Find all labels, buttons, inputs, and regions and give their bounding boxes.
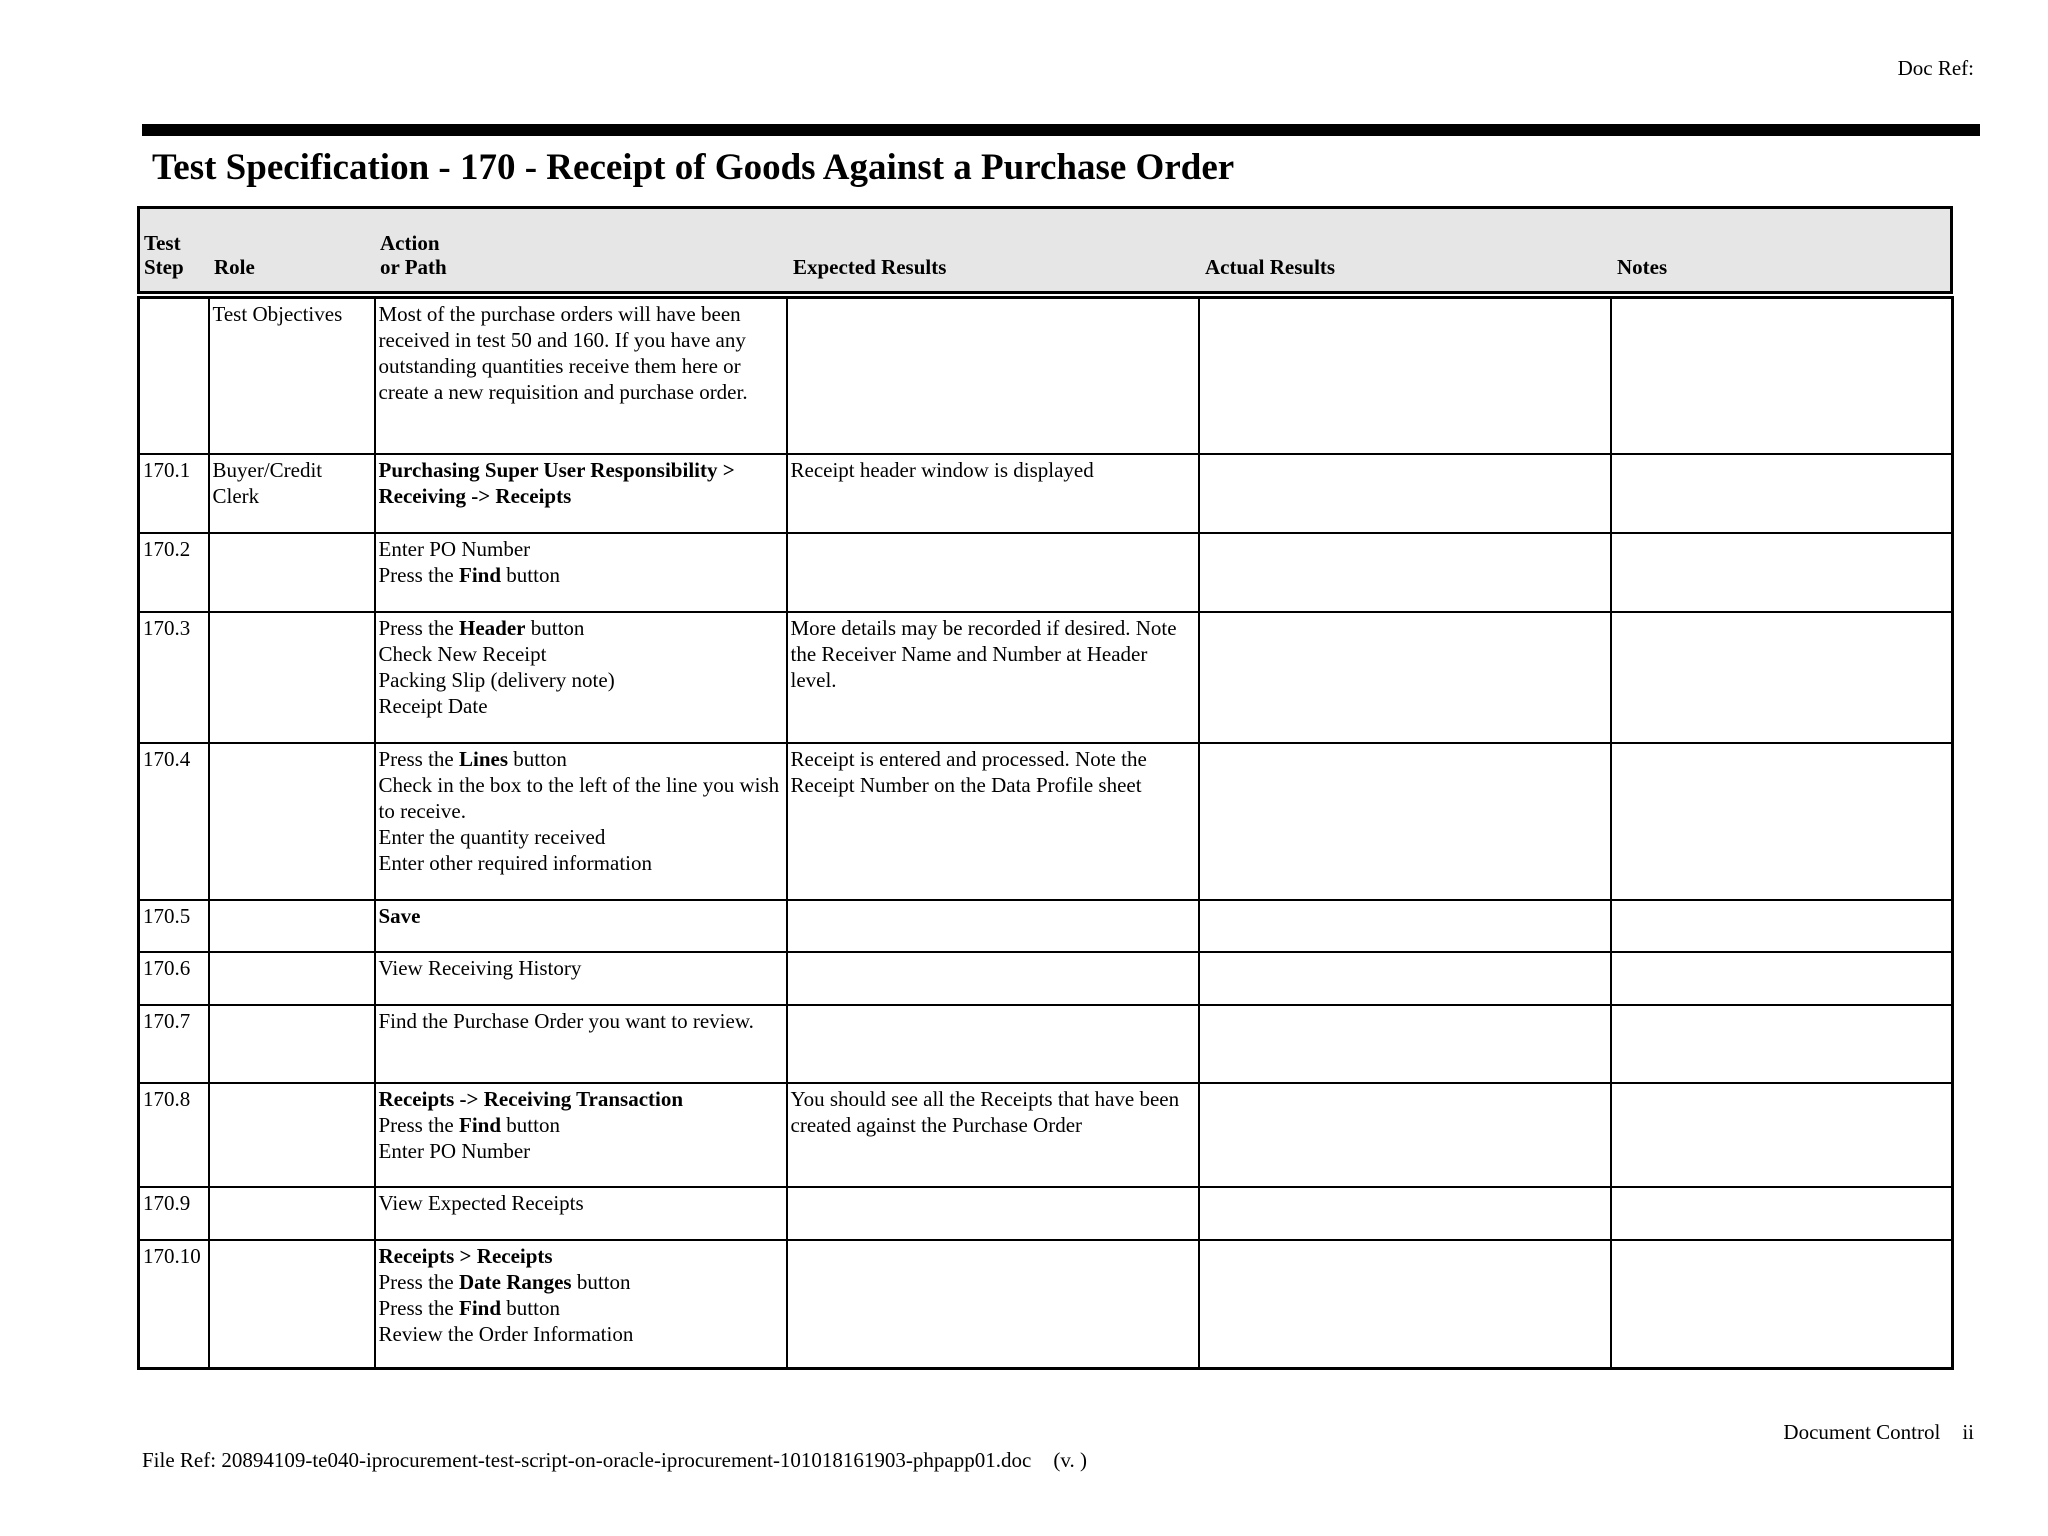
table-row: [139, 612, 1953, 743]
role-cell: [209, 1240, 375, 1369]
role-cell: [209, 743, 375, 900]
role-cell: [209, 900, 375, 952]
action-line: [379, 1269, 783, 1295]
expected-cell: [787, 900, 1199, 952]
role-cell: Test Objectives: [209, 298, 375, 454]
table-row: [139, 1005, 1953, 1083]
action-line: Receiving -> Receipts: [378, 483, 572, 508]
action-cell: [375, 900, 787, 952]
action-keyword: Find: [459, 562, 502, 587]
notes-cell[interactable]: [1611, 612, 1953, 743]
column-header-step-line-2: Step: [144, 255, 184, 279]
action-text: Press the: [378, 1295, 459, 1320]
action-cell: [375, 533, 787, 612]
column-header-test-step: [144, 231, 184, 279]
expected-cell: More details may be recorded if desired. Note the Receiver Name and Number at Header level.: [787, 612, 1199, 743]
notes-cell[interactable]: [1611, 298, 1953, 454]
actual-results-cell[interactable]: [1199, 952, 1611, 1005]
actual-results-cell[interactable]: [1199, 743, 1611, 900]
actual-results-cell[interactable]: [1199, 1187, 1611, 1240]
step-cell: 170.7: [139, 1005, 209, 1083]
table-row: [139, 900, 1953, 952]
action-text: button: [501, 1295, 560, 1320]
expected-cell: Receipt header window is displayed: [787, 454, 1199, 533]
action-text: button: [501, 1112, 560, 1137]
header-rule: [142, 124, 1980, 136]
role-cell: [209, 1005, 375, 1083]
action-line: Enter PO Number: [378, 1138, 531, 1163]
action-cell: [375, 1083, 787, 1187]
expected-cell: [787, 1240, 1199, 1369]
notes-cell[interactable]: [1611, 952, 1953, 1005]
version-label: (v. ): [1053, 1448, 1087, 1472]
action-keyword: Find: [459, 1112, 502, 1137]
notes-cell[interactable]: [1611, 1083, 1953, 1187]
step-cell: 170.2: [139, 533, 209, 612]
action-line: [379, 1295, 783, 1321]
footer-section-label: Document Control: [1783, 1420, 1941, 1444]
table-row: [139, 1187, 1953, 1240]
action-cell: [375, 1240, 787, 1369]
action-text: button: [525, 615, 585, 640]
action-keyword: Header: [459, 615, 526, 640]
action-line: Enter other required information: [378, 850, 652, 875]
action-cell: View Receiving History: [375, 952, 787, 1005]
column-header-action: [380, 231, 447, 279]
action-text: button: [571, 1269, 631, 1294]
table-row: [139, 298, 1953, 454]
step-cell: 170.5: [139, 900, 209, 952]
footer-section: [1783, 1420, 1974, 1445]
notes-cell[interactable]: [1611, 454, 1953, 533]
table-row: [139, 1240, 1953, 1369]
step-cell: 170.1: [139, 454, 209, 533]
action-line: Packing Slip (delivery note): [378, 667, 615, 692]
column-header-notes: Notes: [1617, 255, 1668, 279]
actual-results-cell[interactable]: [1199, 454, 1611, 533]
expected-cell: Receipt is entered and processed. Note the Receipt Number on the Data Profile sheet: [787, 743, 1199, 900]
table-row: [139, 1083, 1953, 1187]
step-cell: 170.10: [139, 1240, 209, 1369]
notes-cell[interactable]: [1611, 533, 1953, 612]
action-cell: View Expected Receipts: [375, 1187, 787, 1240]
doc-ref-label: Doc Ref:: [1897, 56, 1974, 80]
table-row: [139, 533, 1953, 612]
actual-results-cell[interactable]: [1199, 900, 1611, 952]
notes-cell[interactable]: [1611, 743, 1953, 900]
step-cell: 170.6: [139, 952, 209, 1005]
actual-results-cell[interactable]: [1199, 1083, 1611, 1187]
action-text: Press the: [378, 1269, 459, 1294]
action-line: [379, 562, 783, 588]
action-cell: Most of the purchase orders will have been received in test 50 and 160. If you have any outstanding quantities receive them here or create a new requisition and purchase order.: [375, 298, 787, 454]
step-cell: 170.9: [139, 1187, 209, 1240]
action-line: Receipts -> Receiving Transaction: [378, 1086, 684, 1111]
role-cell: [209, 612, 375, 743]
file-ref-label: File Ref: 20894109-te040-iprocurement-test-script-on-oracle-iprocurement-101018161903-phpapp01.doc: [142, 1448, 1032, 1472]
table-header: [137, 206, 1953, 294]
role-cell: [209, 1083, 375, 1187]
action-line: Receipts > Receipts: [378, 1243, 553, 1268]
action-line: Receipt Date: [378, 693, 488, 718]
actual-results-cell[interactable]: [1199, 1240, 1611, 1369]
actual-results-cell[interactable]: [1199, 1005, 1611, 1083]
page-title: Test Specification - 170 - Receipt of Goods Against a Purchase Order: [152, 147, 1235, 188]
expected-cell: [787, 1005, 1199, 1083]
actual-results-cell[interactable]: [1199, 612, 1611, 743]
action-keyword: Lines: [459, 746, 509, 771]
step-cell: 170.8: [139, 1083, 209, 1187]
column-header-role: Role: [214, 255, 255, 279]
action-cell: [375, 612, 787, 743]
action-line: Check in the box to the left of the line you wish to receive.: [378, 772, 780, 823]
action-line: Enter PO Number: [378, 536, 531, 561]
action-line: [379, 746, 783, 772]
action-keyword: Date Ranges: [459, 1269, 572, 1294]
column-header-action-line-1: Action: [380, 231, 440, 255]
column-header-step-line-1: Test: [144, 231, 181, 255]
action-cell: [375, 743, 787, 900]
action-line: [379, 615, 783, 641]
notes-cell[interactable]: [1611, 1187, 1953, 1240]
action-line: [379, 1112, 783, 1138]
action-cell: [375, 454, 787, 533]
step-cell: 170.4: [139, 743, 209, 900]
actual-results-cell[interactable]: [1199, 298, 1611, 454]
role-cell: [209, 533, 375, 612]
action-text: Press the: [378, 746, 459, 771]
table-row: [139, 454, 1953, 533]
table-row: [139, 952, 1953, 1005]
column-header-expected-results: Expected Results: [793, 255, 947, 279]
notes-cell[interactable]: [1611, 1240, 1953, 1369]
action-text: button: [501, 562, 560, 587]
action-line: Enter the quantity received: [378, 824, 606, 849]
action-line: Review the Order Information: [378, 1321, 634, 1346]
role-cell: [209, 952, 375, 1005]
action-text: Press the: [378, 562, 459, 587]
expected-cell: [787, 533, 1199, 612]
action-cell: Find the Purchase Order you want to review.: [375, 1005, 787, 1083]
notes-cell[interactable]: [1611, 1005, 1953, 1083]
expected-cell: [787, 952, 1199, 1005]
footer-file-ref: [142, 1448, 1087, 1473]
action-text: button: [508, 746, 567, 771]
role-cell: Buyer/Credit Clerk: [209, 454, 375, 533]
action-keyword: Find: [459, 1295, 502, 1320]
table-row: [139, 743, 1953, 900]
column-header-actual-results: Actual Results: [1205, 255, 1336, 279]
role-cell: [209, 1187, 375, 1240]
page-number: ii: [1962, 1420, 1974, 1444]
actual-results-cell[interactable]: [1199, 533, 1611, 612]
action-keyword: Save: [378, 903, 421, 928]
notes-cell[interactable]: [1611, 900, 1953, 952]
expected-cell: [787, 298, 1199, 454]
column-header-action-line-2: or Path: [380, 255, 447, 279]
action-text: Press the: [378, 1112, 459, 1137]
action-line: Purchasing Super User Responsibility >: [378, 457, 735, 482]
expected-cell: [787, 1187, 1199, 1240]
expected-cell: You should see all the Receipts that have been created against the Purchase Order: [787, 1083, 1199, 1187]
action-text: Press the: [378, 615, 459, 640]
test-steps-table: [137, 296, 1954, 1370]
step-cell: [139, 298, 209, 454]
action-line: Check New Receipt: [378, 641, 547, 666]
step-cell: 170.3: [139, 612, 209, 743]
